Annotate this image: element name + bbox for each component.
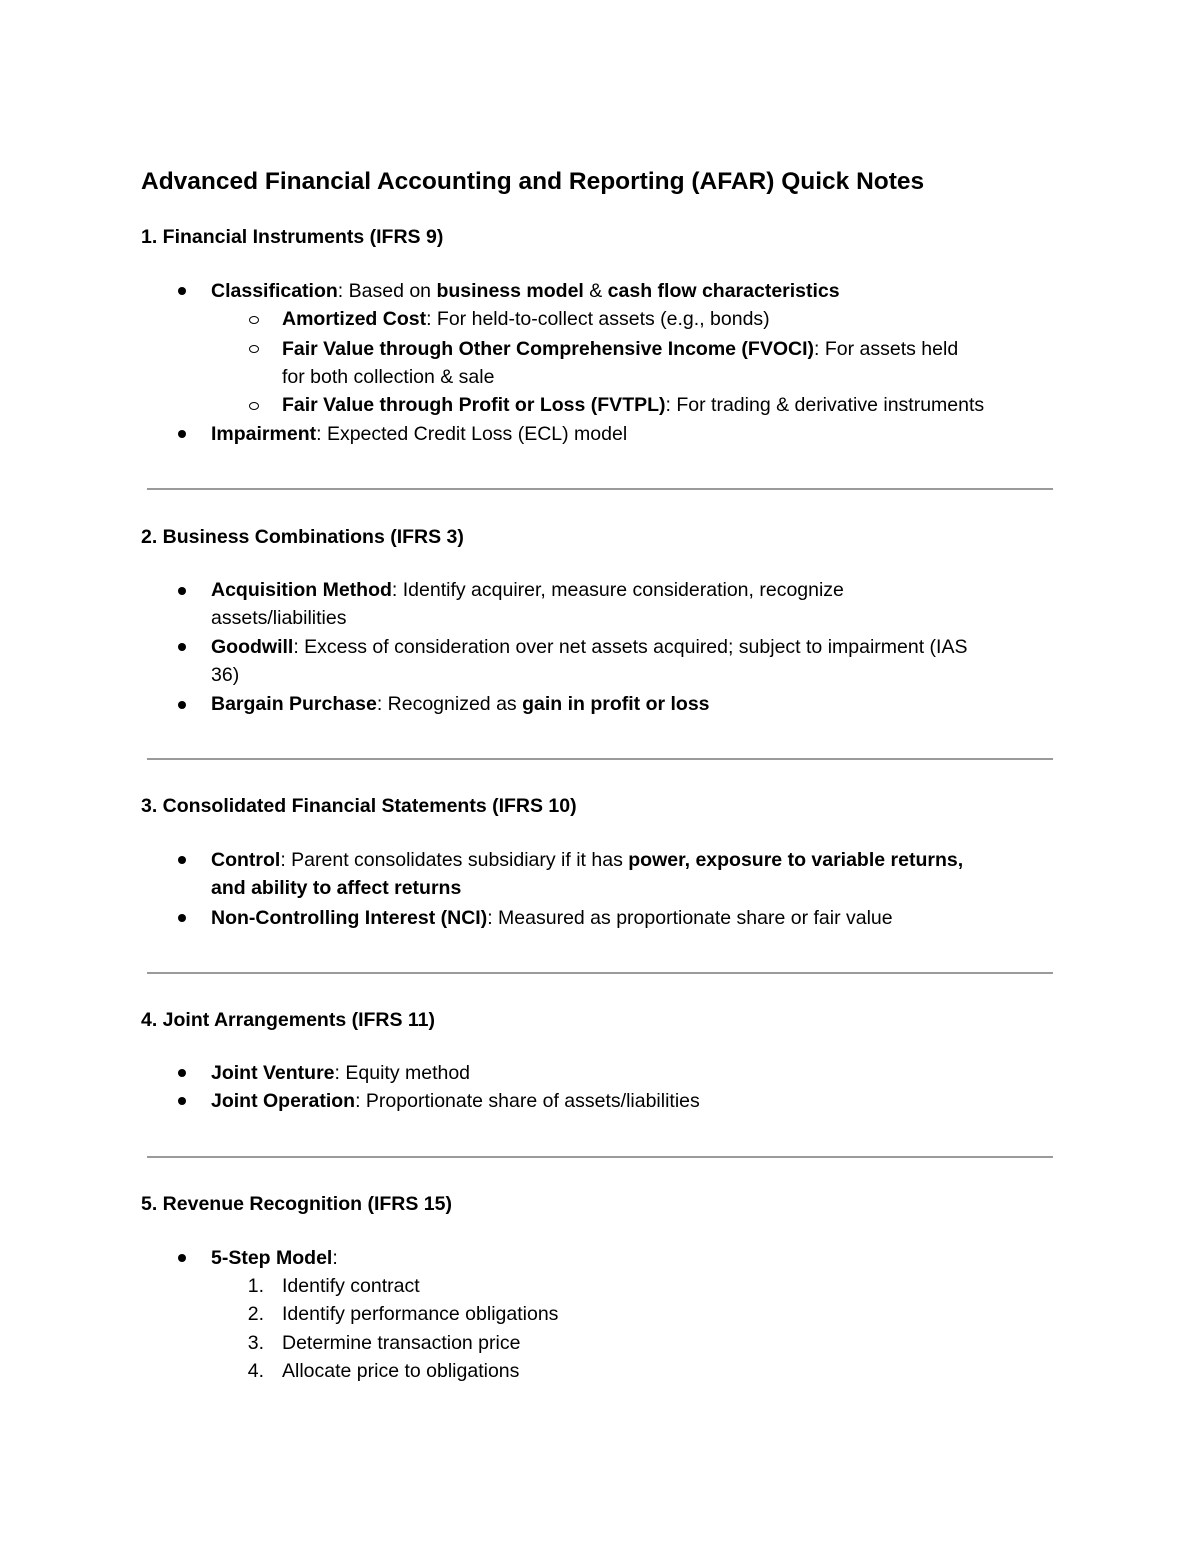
sub-bullet-icon	[249, 402, 259, 410]
section-divider	[147, 758, 1053, 760]
list-item-control: Control: Parent consolidates subsidiary if it has power, exposure to variable returns,	[211, 849, 964, 871]
list-item-5-step-model: 5-Step Model:	[211, 1247, 338, 1269]
list-item-joint-operation: Joint Operation: Proportionate share of assets/liabilities	[211, 1090, 700, 1112]
list-item-fvoci: Fair Value through Other Comprehensive Income (FVOCI): For assets held	[282, 338, 959, 360]
bullet-icon	[178, 1069, 186, 1077]
section-divider	[147, 1156, 1053, 1158]
step-item: Determine transaction price	[282, 1332, 521, 1354]
list-item-control-continued: and ability to affect returns	[211, 877, 462, 899]
bullet-icon	[178, 856, 186, 864]
step-number: 2.	[247, 1303, 264, 1325]
list-item-goodwill: Goodwill: Excess of consideration over net assets acquired; subject to impairment (IAS	[211, 636, 968, 658]
list-item-joint-venture: Joint Venture: Equity method	[211, 1062, 471, 1084]
step-number: 4.	[247, 1360, 264, 1382]
document-title: Advanced Financial Accounting and Reporting (AFAR) Quick Notes	[141, 168, 925, 195]
bullet-icon	[178, 701, 186, 709]
step-item: Identify contract	[282, 1275, 420, 1297]
bullet-icon	[178, 643, 186, 651]
sub-bullet-icon	[249, 316, 259, 324]
list-item-nci: Non-Controlling Interest (NCI): Measured as proportionate share or fair value	[211, 907, 893, 929]
list-item-classification: Classification: Based on business model & cash flow characteristics	[211, 280, 840, 302]
section-heading-joint-arrangements: 4. Joint Arrangements (IFRS 11)	[141, 1009, 436, 1031]
section-heading-business-combinations: 2. Business Combinations (IFRS 3)	[141, 526, 464, 548]
step-item: Identify performance obligations	[282, 1303, 559, 1325]
list-item-amortized-cost: Amortized Cost: For held-to-collect assets (e.g., bonds)	[282, 308, 770, 330]
list-item-acquisition-method: Acquisition Method: Identify acquirer, measure consideration, recognize	[211, 579, 844, 601]
section-divider	[147, 488, 1053, 490]
section-heading-consolidated-statements: 3. Consolidated Financial Statements (IFRS 10)	[141, 795, 577, 817]
list-item-fvoci-continued: for both collection & sale	[282, 366, 495, 388]
list-item-impairment: Impairment: Expected Credit Loss (ECL) model	[211, 423, 628, 445]
section-divider	[147, 972, 1053, 974]
bullet-icon	[178, 914, 186, 922]
step-number: 3.	[247, 1332, 264, 1354]
list-item-goodwill-continued: 36)	[211, 664, 240, 686]
bullet-icon	[178, 430, 186, 438]
step-item: Allocate price to obligations	[282, 1360, 520, 1382]
list-item-fvtpl: Fair Value through Profit or Loss (FVTPL): For trading & derivative instruments	[282, 394, 985, 416]
bullet-icon	[178, 587, 186, 595]
section-heading-financial-instruments: 1. Financial Instruments (IFRS 9)	[141, 226, 444, 248]
bullet-icon	[178, 287, 186, 295]
list-item-bargain-purchase: Bargain Purchase: Recognized as gain in profit or loss	[211, 693, 710, 715]
list-item-acquisition-method-continued: assets/liabilities	[211, 607, 347, 629]
bullet-icon	[178, 1097, 186, 1105]
bullet-icon	[178, 1254, 186, 1262]
section-heading-revenue-recognition: 5. Revenue Recognition (IFRS 15)	[141, 1193, 452, 1215]
sub-bullet-icon	[249, 345, 259, 353]
step-number: 1.	[247, 1275, 264, 1297]
